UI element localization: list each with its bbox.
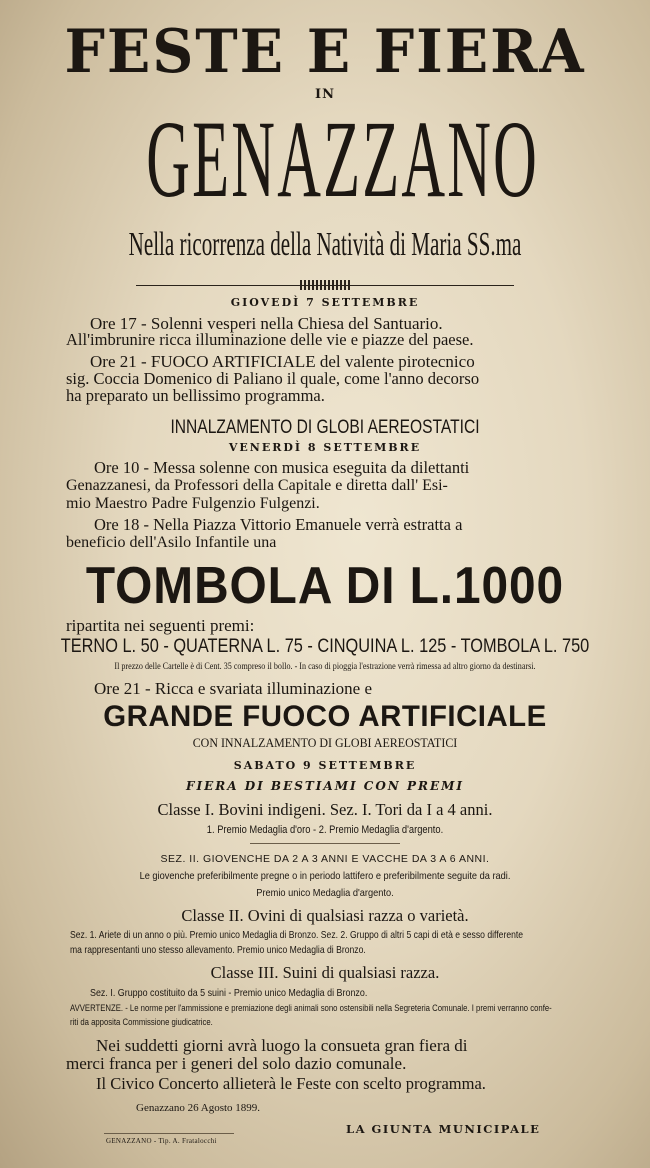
- subtitle: Nella ricorrenza della Natività di Maria SS.ma: [128, 226, 522, 263]
- warning-line-2: riti da apposita Commissione giudicatrice.: [70, 1017, 213, 1027]
- footer-divider: [104, 1133, 234, 1134]
- sez-2-prize: Premio unico Medaglia d'argento.: [256, 887, 394, 899]
- sez-2-note: Le giovenche preferibilmente pregne o in periodo lattifero e preferibilmente seguite da radi.: [139, 870, 511, 882]
- fireworks-title: GRANDE FUOCO ARTIFICIALE: [103, 700, 547, 733]
- in-label: IN: [315, 87, 335, 102]
- friday-heading: VENERDÌ 8 SETTEMBRE: [228, 441, 422, 454]
- prizes-list: TERNO L. 50 - QUATERNA L. 75 - CINQUINA L. 125 - TOMBOLA L. 750: [60, 636, 590, 657]
- closing-line-2: merci franca per i generi del solo dazio comunale.: [66, 1054, 407, 1073]
- warning-line-1: AVVERTENZE. - Le norme per l'ammissione e premiazione degli animali sono ostensibili nella Segreteria Comunale. I premi verranno confe-: [70, 1003, 552, 1013]
- sez-2: SEZ. II. GIOVENCHE DA 2 A 3 ANNI E VACCHE DA 3 A 6 ANNI.: [160, 853, 490, 865]
- prizes-intro: ripartita nei seguenti premi:: [66, 616, 255, 635]
- class-1: Classe I. Bovini indigeni. Sez. I. Tori da I a 4 anni.: [157, 800, 493, 819]
- friday-line-1: Ore 10 - Messa solenne con musica eseguita da dilettanti: [94, 458, 470, 477]
- thursday-heading: GIOVEDÌ 7 SETTEMBRE: [230, 296, 420, 309]
- friday-line-5: beneficio dell'Asilo Infantile una: [66, 534, 277, 551]
- tombola-title: TOMBOLA DI L.1000: [85, 557, 565, 615]
- thursday-balloons: INNALZAMENTO DI GLOBI AEREOSTATICI: [170, 417, 480, 438]
- closing-line-3: Il Civico Concerto allieterà le Feste con scelto programma.: [96, 1074, 486, 1093]
- thursday-line-1: Ore 17 - Solenni vesperi nella Chiesa del Santuario.: [90, 314, 443, 333]
- thursday-line-3: Ore 21 - FUOCO ARTIFICIALE del valente pirotecnico: [90, 352, 475, 371]
- closing-line-1: Nei suddetti giorni avrà luogo la consueta gran fiera di: [96, 1036, 468, 1055]
- friday-line-3: mio Maestro Padre Fulgenzio Fulgenzi.: [66, 495, 320, 512]
- thursday-line-2: All'imbrunire ricca illuminazione delle vie e piazze del paese.: [66, 330, 474, 349]
- town-name: GENAZZANO: [146, 98, 540, 220]
- fair-heading: FIERA DI BESTIAMI CON PREMI: [185, 779, 464, 793]
- class-2: Classe II. Ovini di qualsiasi razza o varietà.: [181, 906, 469, 925]
- class-1-divider: [250, 843, 400, 844]
- friday-line-2: Genazzanesi, da Professori della Capitale e diretta dall' Esi-: [66, 477, 448, 494]
- poster-title: FESTE E FIERA: [64, 17, 586, 87]
- thursday-line-4: sig. Coccia Domenico di Paliano il quale, come l'anno decorso: [66, 369, 480, 388]
- printer-credit: GENAZZANO - Tip. A. Fratalocchi: [106, 1137, 217, 1145]
- class-2-line-1: Sez. 1. Ariete di un anno o più. Premio unico Medaglia di Bronzo. Sez. 2. Gruppo di altri 5 capi di età e sesso differente: [70, 929, 524, 941]
- fireworks-sub: CON INNALZAMENTO DI GLOBI AEREOSTATICI: [192, 735, 458, 750]
- friday-evening: Ore 21 - Ricca e svariata illuminazione e: [94, 679, 373, 698]
- friday-line-4: Ore 18 - Nella Piazza Vittorio Emanuele verrà estratta a: [94, 515, 463, 534]
- class-3: Classe III. Suini di qualsiasi razza.: [210, 963, 440, 982]
- class-3-line: Sez. I. Gruppo costituito da 5 suini - Premio unico Medaglia di Bronzo.: [90, 987, 368, 999]
- thursday-line-5: ha preparato un bellissimo programma.: [66, 386, 325, 405]
- class-2-line-2: ma rappresentanti uno stesso allevamento. Premio unico Medaglia di Bronzo.: [70, 944, 366, 956]
- saturday-heading: SABATO 9 SETTEMBRE: [233, 759, 417, 772]
- class-1-prizes: 1. Premio Medaglia d'oro - 2. Premio Medaglia d'argento.: [206, 824, 444, 836]
- signature: LA GIUNTA MUNICIPALE: [346, 1122, 541, 1136]
- poster-date: Genazzano 26 Agosto 1899.: [136, 1102, 261, 1114]
- cards-note: Il prezzo delle Cartelle è di Cent. 35 compreso il bollo. - In caso di pioggia l'estrazione verrà rimessa ad altro giorno da destinarsi.: [114, 661, 536, 671]
